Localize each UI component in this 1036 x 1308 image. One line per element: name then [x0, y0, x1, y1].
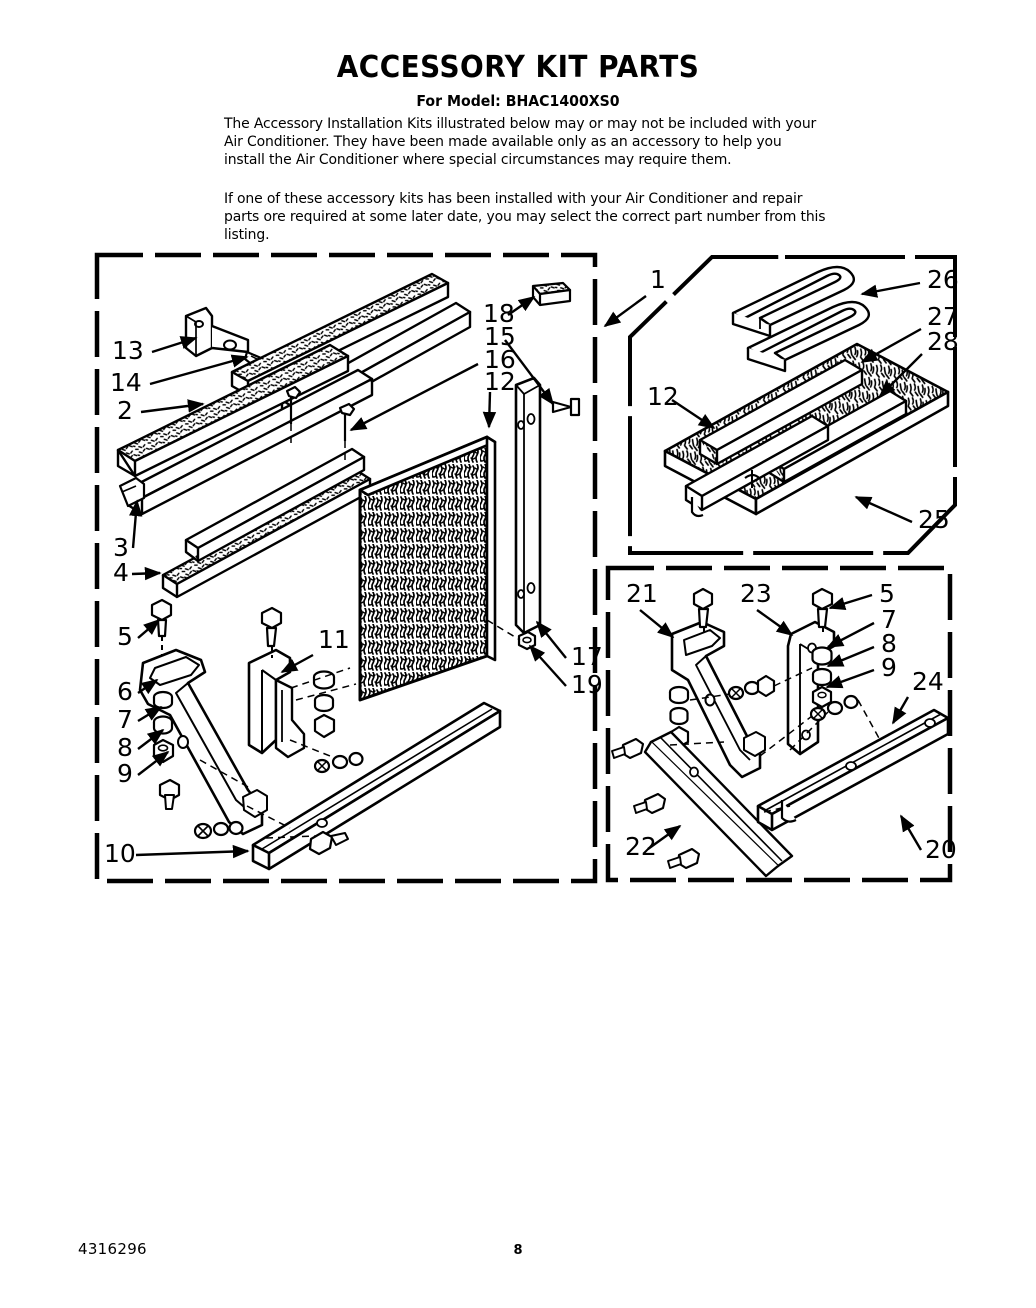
part-20-sill-rail — [758, 710, 948, 830]
part-7-8-9-hardware-stack — [154, 692, 173, 762]
footer-part-number: 4316296 — [78, 1240, 147, 1258]
callout-number-9: 9 — [881, 653, 897, 682]
callout-number-18: 18 — [483, 299, 515, 328]
leader-26 — [862, 283, 920, 294]
callout-number-7: 7 — [117, 705, 133, 734]
bottom-right-panel-artwork — [612, 589, 948, 876]
leader-9r — [827, 670, 874, 687]
part-12-filter-panel — [360, 437, 495, 700]
leader-5r — [830, 595, 872, 608]
callout-number-6: 6 — [117, 677, 133, 706]
callout-number-7: 7 — [881, 605, 897, 634]
leader-23 — [757, 610, 792, 635]
part-19-nut — [519, 632, 535, 649]
callout-number-5: 5 — [879, 579, 895, 608]
part-23-support-bracket — [788, 622, 834, 754]
callout-number-8: 8 — [117, 733, 133, 762]
panel-bottom-right-border — [608, 568, 950, 880]
leader-4 — [132, 573, 160, 574]
part-4-insulation-strip-bottom — [163, 470, 370, 597]
part-18-rubber-block — [533, 283, 570, 305]
part-15-screw — [553, 399, 579, 415]
callout-number-22: 22 — [625, 832, 657, 861]
part-hardware-cluster-bottom — [195, 822, 243, 838]
leader-2 — [141, 404, 203, 412]
leader-12l — [489, 392, 490, 427]
callout-number-2: 2 — [117, 396, 133, 425]
callout-number-12: 12 — [647, 382, 679, 411]
callout-number-25: 25 — [918, 505, 950, 534]
leader-1 — [605, 296, 646, 326]
callout-number-27: 27 — [927, 302, 959, 331]
part-hardware-cluster-mid — [315, 753, 363, 772]
top-right-panel-artwork — [665, 267, 948, 516]
callout-number-14: 14 — [110, 368, 142, 397]
callout-number-21: 21 — [626, 579, 658, 608]
callout-number-12: 12 — [484, 367, 516, 396]
callout-number-5: 5 — [117, 622, 133, 651]
part-7-8-9-hardware-stack-right — [813, 648, 832, 708]
callout-number-11: 11 — [318, 625, 350, 654]
callout-number-15: 15 — [484, 322, 516, 351]
callout-number-26: 26 — [927, 265, 959, 294]
footer-page-number: 8 — [513, 1243, 523, 1258]
callout-number-8: 8 — [881, 629, 897, 658]
model-subtitle: For Model: BHAC1400XS0 — [416, 92, 620, 110]
part-11-mounting-bracket — [249, 650, 304, 757]
leader-20 — [901, 816, 921, 850]
intro-paragraph-2: If one of these accessory kits has been installed with your Air Conditioner and repair parts ore required at some later date, you may select the correct part number from this listing. — [224, 191, 826, 244]
part-hardware-stack-right — [314, 672, 334, 738]
callout-number-28: 28 — [927, 327, 959, 356]
callout-number-10: 10 — [104, 839, 136, 868]
leader-5l — [138, 620, 159, 638]
part-17-side-rail — [516, 378, 540, 633]
callout-number-9: 9 — [117, 759, 133, 788]
callout-number-19: 19 — [571, 670, 603, 699]
part-bolt-lower-left — [160, 780, 179, 809]
leader-24 — [893, 697, 908, 723]
leader-27 — [862, 329, 921, 362]
callout-number-20: 20 — [925, 835, 957, 864]
callout-number-4: 4 — [113, 558, 129, 587]
callout-number-23: 23 — [740, 579, 772, 608]
leader-25 — [856, 497, 912, 522]
leader-10 — [136, 851, 248, 855]
callout-number-13: 13 — [112, 336, 144, 365]
callout-number-3: 3 — [113, 533, 129, 562]
leader-21 — [640, 610, 673, 637]
intro-paragraph-1: The Accessory Installation Kits illustrated below may or may not be included with your Air Conditioner. They have been made available only as an accessory to help you install the Air Conditioner where special circumstances may require them. — [224, 116, 817, 169]
leader-17 — [537, 622, 566, 658]
callout-number-1: 1 — [650, 265, 666, 294]
callout-number-17: 17 — [571, 642, 603, 671]
part-13-angle-bracket — [186, 308, 248, 356]
callout-number-16: 16 — [484, 345, 516, 374]
leader-8r — [828, 647, 874, 666]
callout-number-24: 24 — [912, 667, 944, 696]
page-title: ACCESSORY KIT PARTS — [336, 50, 700, 85]
